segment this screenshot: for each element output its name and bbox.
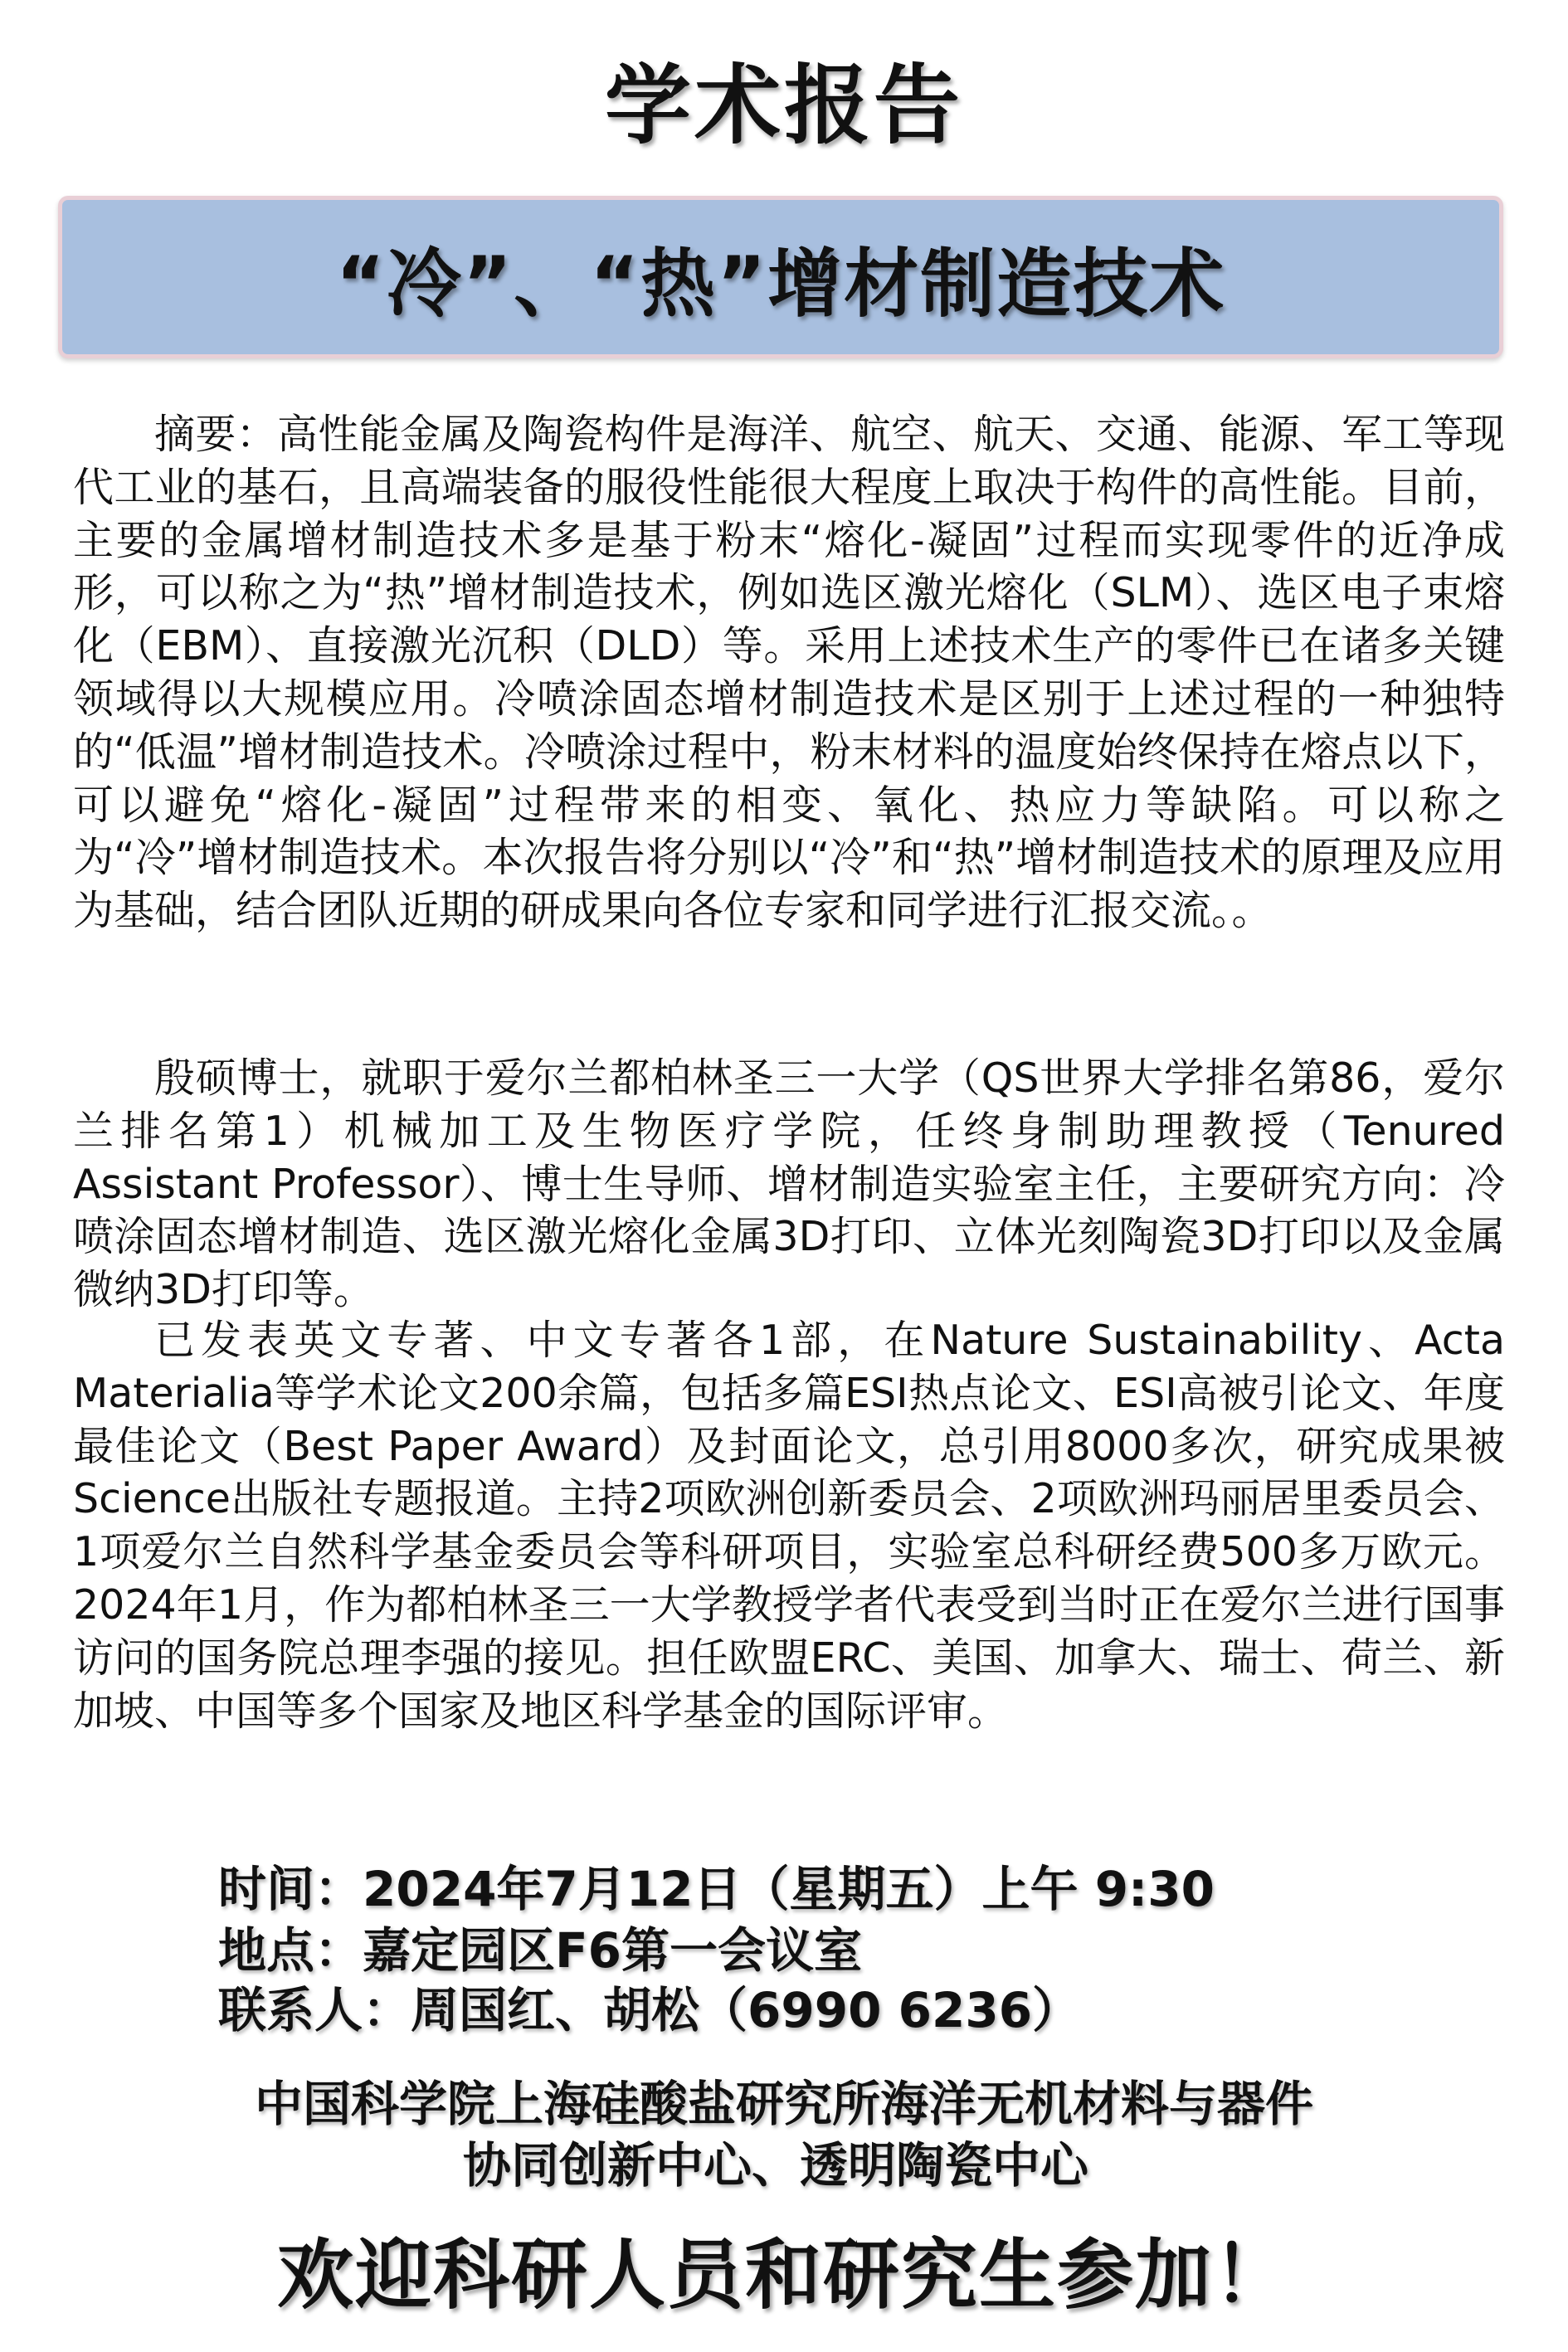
speaker-achievements-paragraph: 已发表英文专著、中文专著各1部，在Nature Sustainability、Acta Materialia等学术论文200余篇，包括多篇ESI热点论文、ESI高被引论文、年度最佳论文（Best Paper Award）及封面论文，总引用8000多次，研究成果被Science出版社专题报道。主持2项欧洲创新委员会、2项欧洲玛丽居里委员会、1项爱尔兰自然科学基金委员会等科研项目，实验室总科研经费500多万欧元。2024年1月，作为都柏林圣三一大学教授学者代表受到当时正在爱尔兰进行国事访问的国务院总理李强的接见。担任欧盟ERC、美国、加拿大、瑞士、荷兰、新加坡、中国等多个国家及地区科学基金的国际评审。 — [73, 1317, 1505, 1735]
welcome-banner: 欢迎科研人员和研究生参加！ — [276, 2231, 1291, 2320]
poster-heading: 学术报告 — [604, 55, 963, 156]
abstract-paragraph: 摘要：高性能金属及陶瓷构件是海洋、航空、航天、交通、能源、军工等现代工业的基石，且高端装备的服役性能很大程度上取决于构件的高性能。目前，主要的金属增材制造技术多是基于粉末“熔化-凝固”过程而实现零件的近净成形，可以称之为“热”增材制造技术，例如选区激光熔化（SLM）、选区电子束熔化（EBM）、直接激光沉积（DLD）等。采用上述技术生产的零件已在诸多关键领域得以大规模应用。冷喷涂固态增材制造技术是区别于上述过程的一种独特的“低温”增材制造技术。冷喷涂过程中，粉末材料的温度始终保持在熔点以下，可以避免“熔化-凝固”过程带来的相变、氧化、热应力等缺陷。可以称之为“冷”增材制造技术。本次报告将分别以“冷”和“热”增材制造技术的原理及应用为基础，结合团队近期的研成果向各位专家和同学进行汇报交流。。 — [73, 411, 1506, 935]
event-time: 时间：2024年7月12日（星期五）上午 9:30 — [218, 1861, 1215, 1917]
report-title: “冷”、“热”增材制造技术 — [335, 241, 1226, 328]
event-contact: 联系人：周国红、胡松（6990 6236） — [218, 1982, 1081, 2038]
event-place: 地点：嘉定园区F6第一会议室 — [218, 1922, 862, 1979]
organizer-line-1: 中国科学院上海硅酸盐研究所海洋无机材料与器件 — [254, 2076, 1313, 2132]
title-banner — [58, 196, 1503, 358]
organizer-line-2: 协同创新中心、透明陶瓷中心 — [462, 2137, 1088, 2194]
speaker-bio-paragraph: 殷硕博士，就职于爱尔兰都柏林圣三一大学（QS世界大学排名第86，爱尔兰排名第1）机械加工及生物医疗学院，任终身制助理教授（Tenured Assistant Professor）、博士生导师、增材制造实验室主任，主要研究方向：冷喷涂固态增材制造、选区激光熔化金属3D打印、立体光刻陶瓷3D打印以及金属微纳3D打印等。 — [73, 1054, 1505, 1314]
